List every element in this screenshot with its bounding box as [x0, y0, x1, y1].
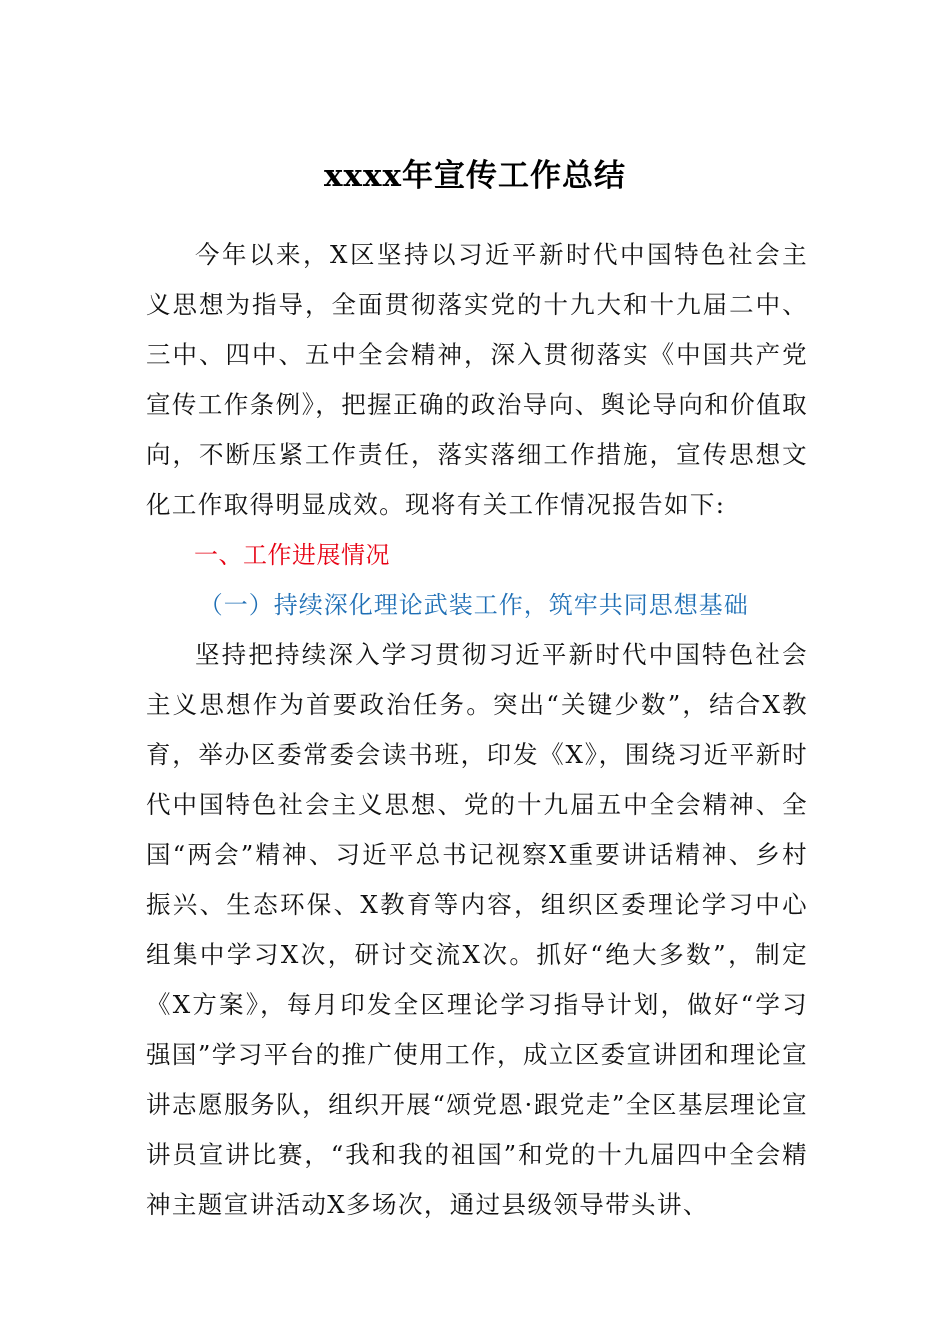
section-heading: 一、工作进展情况: [194, 541, 390, 569]
intro-paragraph: 今年以来，X区坚持以习近平新时代中国特色社会主义思想为指导，全面贯彻落实党的十九大和十九届二中、三中、四中、五中全会精神，深入贯彻落实《中国共产党宣传工作条例》，把握正确的政治导向、舆论导向和价值取向，不断压紧工作责任，落实落细工作措施，宣传思想文化工作取得明显成效。现将有关工作情况报告如下:: [146, 240, 808, 519]
subsection-paragraph: 坚持把持续深入学习贯彻习近平新时代中国特色社会主义思想作为首要政治任务。突出“关键少数”，结合X教育，举办区委常委会读书班，印发《X》，围绕习近平新时代中国特色社会主义思想、党的十九届五中全会精神、全国“两会”精神、习近平总书记视察X重要讲话精神、乡村振兴、生态环保、X教育等内容，组织区委理论学习中心组集中学习X次，研讨交流X次。抓好“绝大多数”，制定《X方案》，每月印发全区理论学习指导计划，做好“学习强国”学习平台的推广使用工作，成立区委宣讲团和理论宣讲志愿服务队，组织开展“颂党恩·跟党走”全区基层理论宣讲员宣讲比赛，“我和我的祖国”和党的十九届四中全会精神主题宣讲活动X多场次，通过县级领导带头讲、: [146, 640, 808, 1219]
subsection-heading: （一）持续深化理论武装工作，筑牢共同思想基础: [198, 591, 749, 619]
document-body: [146, 230, 808, 1230]
document-title: xxxx年宣传工作总结: [324, 158, 626, 194]
